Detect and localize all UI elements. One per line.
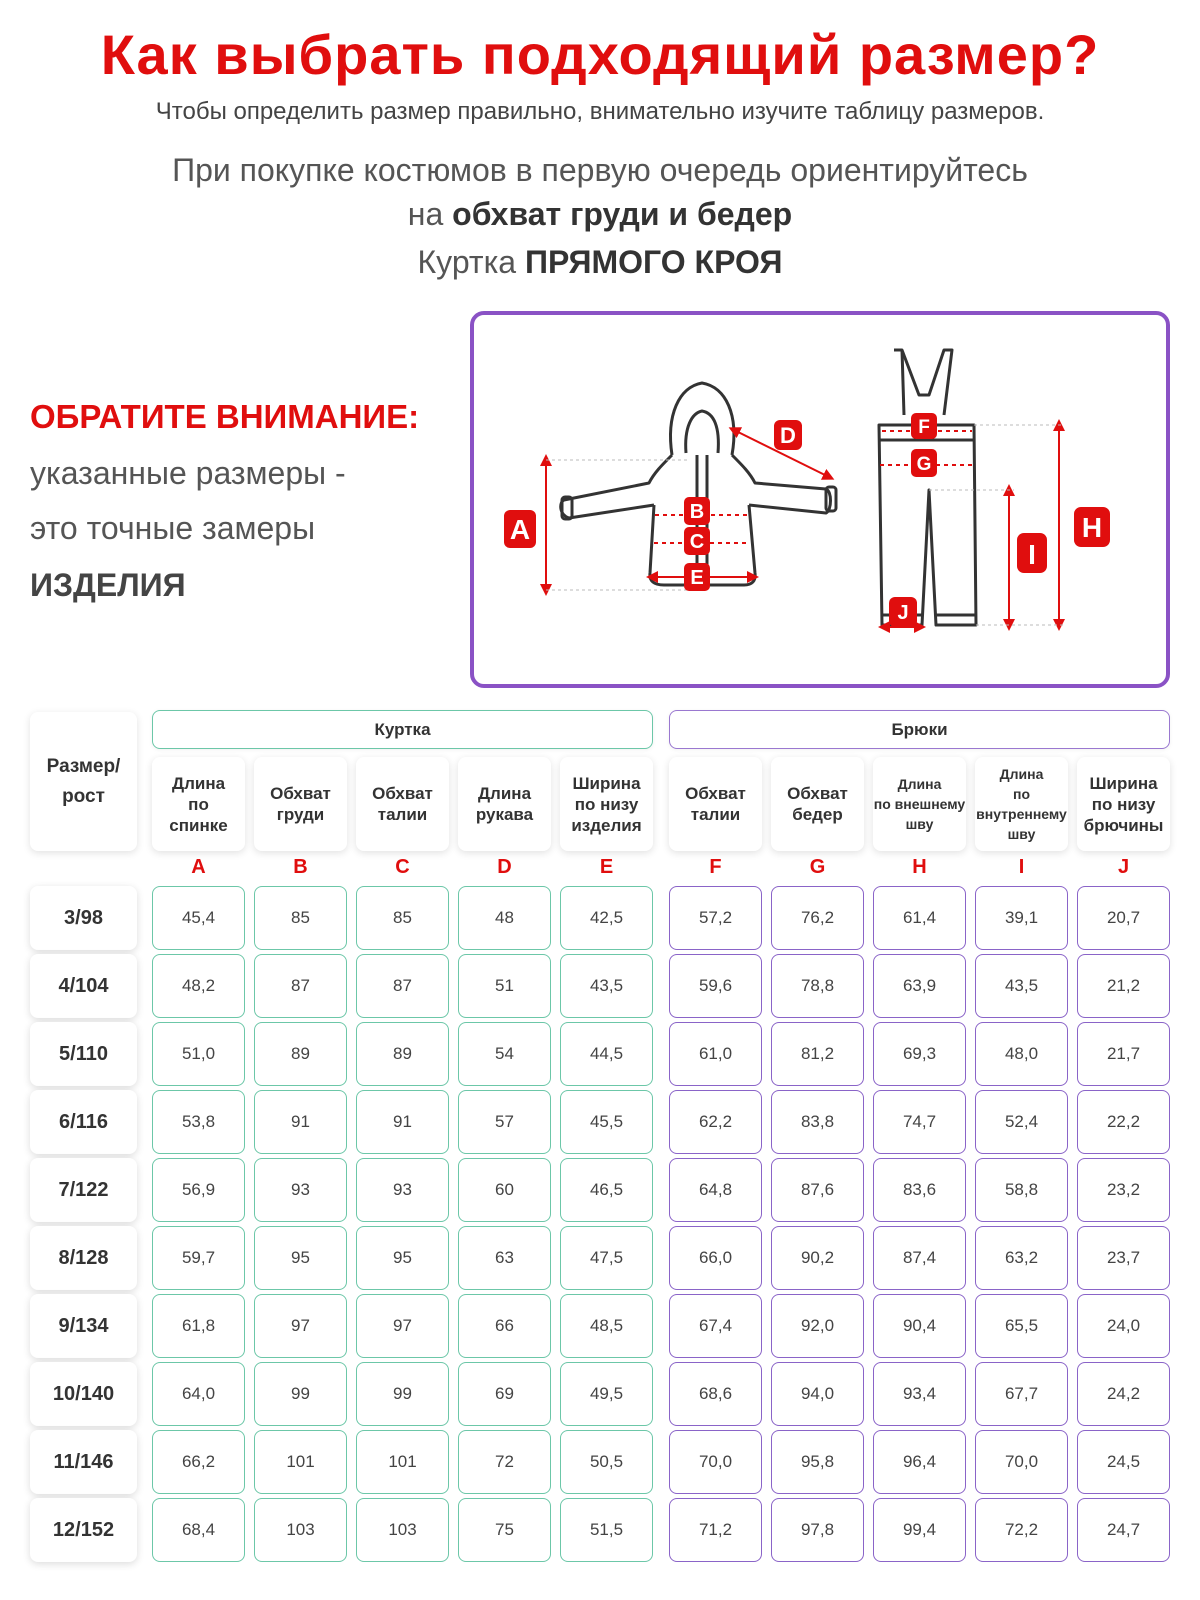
table-cell: 42,5	[560, 886, 653, 950]
cut-bold: ПРЯМОГО КРОЯ	[524, 244, 783, 280]
table-cell: 71,2	[669, 1498, 762, 1562]
table-cell: 59,6	[669, 954, 762, 1018]
table-cell: 101	[356, 1430, 449, 1494]
size-label: 12/152	[30, 1498, 137, 1562]
table-cell: 47,5	[560, 1226, 653, 1290]
table-cell: 52,4	[975, 1090, 1068, 1154]
table-cell: 94,0	[771, 1362, 864, 1426]
attention-line-2: это точные замеры	[30, 510, 316, 546]
table-cell: 24,2	[1077, 1362, 1170, 1426]
table-cell: 51,0	[152, 1022, 245, 1086]
table-cell: 97	[254, 1294, 347, 1358]
size-label: 5/110	[30, 1022, 137, 1086]
label-badge-i	[1017, 533, 1047, 573]
table-cell: 95,8	[771, 1430, 864, 1494]
table-cell: 53,8	[152, 1090, 245, 1154]
table-cell: 87,6	[771, 1158, 864, 1222]
label-i: I	[1028, 539, 1036, 570]
column-header-h: Длина по внешнему шву	[873, 757, 966, 851]
cut-type	[0, 244, 1200, 281]
table-cell: 57,2	[669, 886, 762, 950]
measurement-illustration	[474, 315, 1166, 684]
table-cell: 91	[356, 1090, 449, 1154]
column-letter-b: B	[293, 856, 308, 878]
table-cell: 48,5	[560, 1294, 653, 1358]
attention-line-3: ИЗДЕЛИЯ	[30, 567, 186, 603]
label-badge-h	[1074, 507, 1110, 547]
table-cell: 99	[356, 1362, 449, 1426]
table-cell: 43,5	[560, 954, 653, 1018]
table-cell: 61,4	[873, 886, 966, 950]
table-cell: 59,7	[152, 1226, 245, 1290]
table-cell: 83,6	[873, 1158, 966, 1222]
table-cell: 22,2	[1077, 1090, 1170, 1154]
table-cell: 87	[254, 954, 347, 1018]
table-cell: 23,7	[1077, 1226, 1170, 1290]
size-label: 6/116	[30, 1090, 137, 1154]
table-cell: 96,4	[873, 1430, 966, 1494]
label-badge-e	[684, 563, 710, 591]
column-header-a: Длина по спинке	[152, 757, 245, 851]
table-cell: 21,2	[1077, 954, 1170, 1018]
table-cell: 92,0	[771, 1294, 864, 1358]
label-a: A	[509, 514, 531, 545]
size-label: 7/122	[30, 1158, 137, 1222]
label-badge-g	[911, 449, 937, 477]
table-cell: 68,6	[669, 1362, 762, 1426]
table-cell: 63,2	[975, 1226, 1068, 1290]
table-cell: 93,4	[873, 1362, 966, 1426]
table-cell: 70,0	[975, 1430, 1068, 1494]
table-cell: 90,2	[771, 1226, 864, 1290]
table-cell: 89	[356, 1022, 449, 1086]
table-cell: 103	[356, 1498, 449, 1562]
table-cell: 87	[356, 954, 449, 1018]
size-column-header: Размер/ рост	[30, 712, 137, 851]
size-label: 8/128	[30, 1226, 137, 1290]
label-badge-a	[504, 510, 536, 548]
table-cell: 58,8	[975, 1158, 1068, 1222]
table-cell: 70,0	[669, 1430, 762, 1494]
size-label: 4/104	[30, 954, 137, 1018]
table-cell: 67,7	[975, 1362, 1068, 1426]
table-cell: 48,2	[152, 954, 245, 1018]
attention-line-1: указанные размеры -	[30, 455, 346, 491]
table-cell: 48	[458, 886, 551, 950]
table-cell: 24,7	[1077, 1498, 1170, 1562]
pants-measure-lines	[880, 425, 1059, 627]
table-cell: 85	[254, 886, 347, 950]
table-cell: 97	[356, 1294, 449, 1358]
column-header-j: Ширина по низу брючины	[1077, 757, 1170, 851]
table-cell: 99,4	[873, 1498, 966, 1562]
size-label: 9/134	[30, 1294, 137, 1358]
label-badge-b	[684, 497, 710, 525]
column-header-b: Обхват груди	[254, 757, 347, 851]
column-letter-d: D	[497, 856, 512, 878]
label-badge-j	[889, 597, 917, 627]
advice-line-2	[0, 192, 1200, 236]
table-cell: 21,7	[1077, 1022, 1170, 1086]
column-header-f: Обхват талии	[669, 757, 762, 851]
table-cell: 64,8	[669, 1158, 762, 1222]
table-cell: 85	[356, 886, 449, 950]
column-letter-j: J	[1117, 856, 1130, 878]
column-letter-i: I	[1018, 856, 1025, 878]
table-cell: 60	[458, 1158, 551, 1222]
table-cell: 51,5	[560, 1498, 653, 1562]
table-cell: 95	[254, 1226, 347, 1290]
column-header-c: Обхват талии	[356, 757, 449, 851]
label-badge-d	[774, 420, 802, 450]
pants-group-header: Брюки	[669, 710, 1170, 749]
column-letter-f: F	[709, 856, 722, 878]
table-cell: 87,4	[873, 1226, 966, 1290]
table-cell: 57	[458, 1090, 551, 1154]
column-letter-c: C	[395, 856, 410, 878]
jacket-guide-lines	[546, 460, 704, 590]
table-cell: 83,8	[771, 1090, 864, 1154]
table-cell: 56,9	[152, 1158, 245, 1222]
table-cell: 69	[458, 1362, 551, 1426]
table-cell: 45,5	[560, 1090, 653, 1154]
table-cell: 93	[254, 1158, 347, 1222]
advice-prefix: на	[407, 196, 444, 232]
label-b: B	[689, 501, 705, 523]
table-cell: 46,5	[560, 1158, 653, 1222]
table-cell: 61,8	[152, 1294, 245, 1358]
table-cell: 91	[254, 1090, 347, 1154]
size-label: 11/146	[30, 1430, 137, 1494]
table-cell: 68,4	[152, 1498, 245, 1562]
table-cell: 72	[458, 1430, 551, 1494]
table-cell: 65,5	[975, 1294, 1068, 1358]
table-cell: 44,5	[560, 1022, 653, 1086]
label-h: H	[1081, 512, 1103, 543]
table-cell: 24,0	[1077, 1294, 1170, 1358]
label-f: F	[918, 417, 930, 438]
table-cell: 95	[356, 1226, 449, 1290]
label-badge-f	[911, 413, 937, 439]
column-header-e: Ширина по низу изделия	[560, 757, 653, 851]
advice-bold: обхват груди и бедер	[452, 196, 793, 232]
label-badge-c	[684, 527, 710, 555]
table-cell: 51	[458, 954, 551, 1018]
column-header-d: Длина рукава	[458, 757, 551, 851]
table-cell: 48,0	[975, 1022, 1068, 1086]
table-cell: 76,2	[771, 886, 864, 950]
table-cell: 69,3	[873, 1022, 966, 1086]
table-cell: 63	[458, 1226, 551, 1290]
page-title: Как выбрать подходящий размер?	[100, 23, 1100, 86]
table-cell: 62,2	[669, 1090, 762, 1154]
table-cell: 66	[458, 1294, 551, 1358]
pants-guide-lines	[929, 425, 1064, 625]
column-header-i: Длина по внутреннему шву	[975, 757, 1068, 851]
attention-heading: ОБРАТИТЕ ВНИМАНИЕ:	[30, 398, 420, 435]
table-cell: 99	[254, 1362, 347, 1426]
table-cell: 66,0	[669, 1226, 762, 1290]
table-cell: 93	[356, 1158, 449, 1222]
column-letter-e: E	[599, 856, 614, 878]
label-e: E	[690, 567, 704, 589]
table-cell: 50,5	[560, 1430, 653, 1494]
advice-text	[0, 148, 1200, 236]
table-cell: 54	[458, 1022, 551, 1086]
table-cell: 66,2	[152, 1430, 245, 1494]
size-label: 3/98	[30, 886, 137, 950]
cut-prefix: Куртка	[417, 244, 517, 280]
table-cell: 97,8	[771, 1498, 864, 1562]
column-letter-g: G	[809, 856, 826, 878]
label-g: G	[916, 454, 932, 475]
table-cell: 78,8	[771, 954, 864, 1018]
advice-line-1: При покупке костюмов в первую очередь ориентируйтесь	[172, 152, 1028, 188]
table-cell: 103	[254, 1498, 347, 1562]
column-header-g: Обхват бедер	[771, 757, 864, 851]
table-cell: 39,1	[975, 886, 1068, 950]
label-c: C	[689, 531, 705, 553]
table-cell: 81,2	[771, 1022, 864, 1086]
column-letter-a: A	[191, 856, 206, 878]
table-cell: 67,4	[669, 1294, 762, 1358]
table-cell: 101	[254, 1430, 347, 1494]
table-cell: 49,5	[560, 1362, 653, 1426]
label-j: J	[897, 602, 909, 624]
table-cell: 23,2	[1077, 1158, 1170, 1222]
label-d: D	[780, 423, 796, 448]
page-subtitle: Чтобы определить размер правильно, внимательно изучите таблицу размеров.	[155, 98, 1045, 125]
table-cell: 74,7	[873, 1090, 966, 1154]
table-cell: 75	[458, 1498, 551, 1562]
pants-outline	[879, 350, 976, 625]
table-cell: 63,9	[873, 954, 966, 1018]
jacket-group-header: Куртка	[152, 710, 653, 749]
table-cell: 64,0	[152, 1362, 245, 1426]
table-cell: 89	[254, 1022, 347, 1086]
table-cell: 43,5	[975, 954, 1068, 1018]
table-cell: 45,4	[152, 886, 245, 950]
measurement-diagram	[470, 311, 1170, 688]
table-cell: 20,7	[1077, 886, 1170, 950]
size-label: 10/140	[30, 1362, 137, 1426]
column-letter-h: H	[912, 856, 927, 878]
table-cell: 90,4	[873, 1294, 966, 1358]
table-cell: 72,2	[975, 1498, 1068, 1562]
table-cell: 24,5	[1077, 1430, 1170, 1494]
table-cell: 61,0	[669, 1022, 762, 1086]
